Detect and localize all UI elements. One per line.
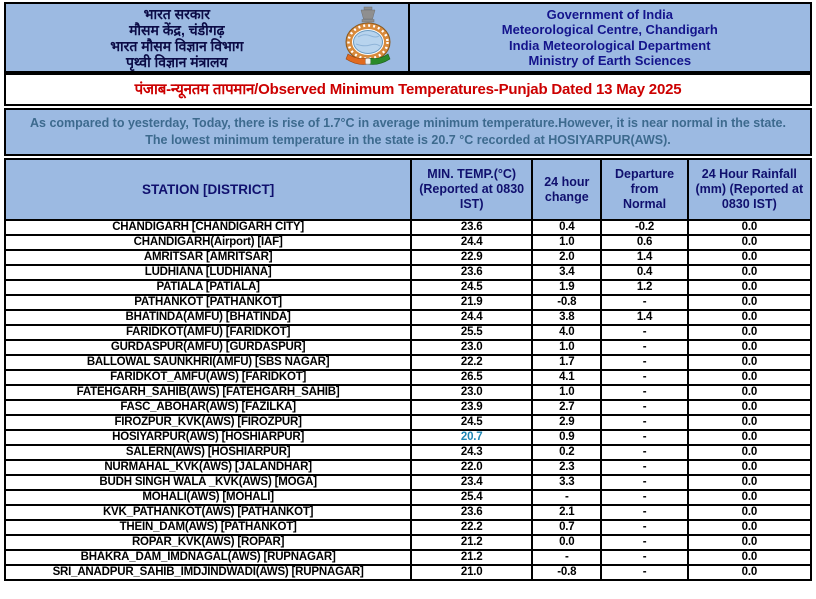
summary-box (4, 108, 812, 156)
table-row (5, 550, 811, 565)
cell-change: 2.7 (532, 400, 601, 415)
cell-departure: - (601, 340, 687, 355)
cell-departure: - (601, 400, 687, 415)
cell-rainfall: 0.0 (688, 505, 811, 520)
cell-rainfall: 0.0 (688, 220, 811, 235)
cell-change: 1.0 (532, 235, 601, 250)
cell-station: SRI_ANADPUR_SAHIB_IMDJINDWADI(AWS) [RUPNAGAR] (5, 565, 411, 580)
header-left-line: भारत सरकार (143, 5, 210, 22)
cell-rainfall: 0.0 (688, 325, 811, 340)
table-row (5, 265, 811, 280)
header-right-line: Meteorological Centre, Chandigarh (501, 22, 718, 37)
cell-station: GURDASPUR(AMFU) [GURDASPUR] (5, 340, 411, 355)
cell-rainfall: 0.0 (688, 265, 811, 280)
cell-change: 2.9 (532, 415, 601, 430)
table-row (5, 565, 811, 580)
cell-station: LUDHIANA [LUDHIANA] (5, 265, 411, 280)
table-row (5, 220, 811, 235)
cell-change: 0.9 (532, 430, 601, 445)
cell-rainfall: 0.0 (688, 340, 811, 355)
table-row (5, 310, 811, 325)
header-left-lines (110, 6, 243, 70)
cell-departure: - (601, 505, 687, 520)
cell-departure: 0.6 (601, 235, 687, 250)
cell-departure: - (601, 460, 687, 475)
cell-min-temp: 23.4 (411, 475, 532, 490)
table-row (5, 235, 811, 250)
header-left-line: भारत मौसम विज्ञान विभाग (110, 37, 244, 54)
cell-min-temp: 21.9 (411, 295, 532, 310)
cell-min-temp: 22.2 (411, 520, 532, 535)
cell-rainfall: 0.0 (688, 490, 811, 505)
cell-rainfall: 0.0 (688, 415, 811, 430)
cell-min-temp: 23.9 (411, 400, 532, 415)
cell-station: BHAKRA_DAM_IMDNAGAL(AWS) [RUPNAGAR] (5, 550, 411, 565)
cell-departure: - (601, 295, 687, 310)
cell-departure: - (601, 445, 687, 460)
table-row (5, 430, 811, 445)
cell-min-temp: 22.2 (411, 355, 532, 370)
cell-rainfall: 0.0 (688, 355, 811, 370)
cell-rainfall: 0.0 (688, 385, 811, 400)
table-body (5, 220, 811, 580)
cell-station: THEIN_DAM(AWS) [PATHANKOT] (5, 520, 411, 535)
cell-station: CHANDIGARH [CHANDIGARH CITY] (5, 220, 411, 235)
cell-rainfall: 0.0 (688, 235, 811, 250)
cell-change: 2.0 (532, 250, 601, 265)
cell-change: 1.0 (532, 385, 601, 400)
col-header-24h-change: 24 hour change (532, 159, 601, 220)
cell-departure: - (601, 550, 687, 565)
col-header-departure: Departure from Normal (601, 159, 687, 220)
table-row (5, 475, 811, 490)
cell-change: - (532, 550, 601, 565)
cell-min-temp: 20.7 (411, 430, 532, 445)
cell-min-temp: 24.4 (411, 310, 532, 325)
cell-station: NURMAHAL_KVK(AWS) [JALANDHAR] (5, 460, 411, 475)
cell-station: BALLOWAL SAUNKHRI(AMFU) [SBS NAGAR] (5, 355, 411, 370)
cell-min-temp: 22.0 (411, 460, 532, 475)
cell-station: FARIDKOT_AMFU(AWS) [FARIDKOT] (5, 370, 411, 385)
cell-station: MOHALI(AWS) [MOHALI] (5, 490, 411, 505)
table-row (5, 325, 811, 340)
cell-min-temp: 24.3 (411, 445, 532, 460)
cell-change: -0.8 (532, 295, 601, 310)
cell-rainfall: 0.0 (688, 370, 811, 385)
cell-station: BUDH SINGH WALA _KVK(AWS) [MOGA] (5, 475, 411, 490)
header-right-line: Government of India (546, 6, 673, 22)
cell-departure: - (601, 565, 687, 580)
cell-min-temp: 24.5 (411, 415, 532, 430)
table-row (5, 490, 811, 505)
cell-station: SALERN(AWS) [HOSHIARPUR] (5, 445, 411, 460)
table-row (5, 295, 811, 310)
cell-change: 3.4 (532, 265, 601, 280)
cell-min-temp: 24.5 (411, 280, 532, 295)
cell-station: BHATINDA(AMFU) [BHATINDA] (5, 310, 411, 325)
cell-departure: - (601, 490, 687, 505)
cell-station: KVK_PATHANKOT(AWS) [PATHANKOT] (5, 505, 411, 520)
cell-min-temp: 23.6 (411, 220, 532, 235)
cell-station: FATEHGARH_SAHIB(AWS) [FATEHGARH_SAHIB] (5, 385, 411, 400)
cell-departure: 1.2 (601, 280, 687, 295)
cell-change: 1.9 (532, 280, 601, 295)
cell-rainfall: 0.0 (688, 430, 811, 445)
cell-rainfall: 0.0 (688, 445, 811, 460)
cell-min-temp: 23.0 (411, 385, 532, 400)
cell-min-temp: 25.4 (411, 490, 532, 505)
cell-station: PATIALA [PATIALA] (5, 280, 411, 295)
cell-min-temp: 22.9 (411, 250, 532, 265)
cell-change: 0.7 (532, 520, 601, 535)
cell-departure: - (601, 415, 687, 430)
cell-rainfall: 0.0 (688, 565, 811, 580)
cell-departure: - (601, 535, 687, 550)
cell-min-temp: 26.5 (411, 370, 532, 385)
header-left-line: मौसम केंद्र, चंडीगढ़ (129, 21, 225, 38)
table-row (5, 400, 811, 415)
cell-change: 3.8 (532, 310, 601, 325)
table-row (5, 505, 811, 520)
cell-station: AMRITSAR [AMRITSAR] (5, 250, 411, 265)
cell-min-temp: 23.0 (411, 340, 532, 355)
table-row (5, 340, 811, 355)
table-row (5, 385, 811, 400)
cell-rainfall: 0.0 (688, 550, 811, 565)
cell-min-temp: 21.2 (411, 550, 532, 565)
header-right-line: Ministry of Earth Sciences (528, 53, 692, 68)
cell-change: 1.7 (532, 355, 601, 370)
cell-min-temp: 21.0 (411, 565, 532, 580)
table-row (5, 535, 811, 550)
table-row (5, 415, 811, 430)
cell-change: 0.4 (532, 220, 601, 235)
cell-departure: - (601, 385, 687, 400)
cell-departure: - (601, 475, 687, 490)
cell-rainfall: 0.0 (688, 310, 811, 325)
cell-departure: - (601, 370, 687, 385)
cell-station: CHANDIGARH(Airport) [IAF] (5, 235, 411, 250)
cell-rainfall: 0.0 (688, 460, 811, 475)
cell-departure: -0.2 (601, 220, 687, 235)
cell-station: FASC_ABOHAR(AWS) [FAZILKA] (5, 400, 411, 415)
cell-min-temp: 23.6 (411, 265, 532, 280)
cell-rainfall: 0.0 (688, 280, 811, 295)
cell-departure: 1.4 (601, 310, 687, 325)
table-row (5, 280, 811, 295)
cell-change: 3.3 (532, 475, 601, 490)
cell-station: FIROZPUR_KVK(AWS) [FIROZPUR] (5, 415, 411, 430)
header-right-lines (410, 4, 810, 71)
header-left-line: पृथ्वी विज्ञान मंत्रालय (125, 53, 228, 70)
cell-departure: - (601, 325, 687, 340)
cell-min-temp: 21.2 (411, 535, 532, 550)
table-header-row (5, 159, 811, 220)
cell-change: 0.0 (532, 535, 601, 550)
cell-rainfall: 0.0 (688, 250, 811, 265)
summary-line-1: As compared to yesterday, Today, there is rise of 1.7°C in average minimum temperature.However, it is near normal in the state. (30, 116, 786, 130)
masthead (4, 2, 812, 73)
cell-change: 4.0 (532, 325, 601, 340)
cell-change: 1.0 (532, 340, 601, 355)
cell-departure: - (601, 520, 687, 535)
bulletin-title: पंजाब-न्यूनतम तापमान/Observed Minimum Temperatures-Punjab Dated 13 May 2025 (4, 73, 812, 106)
cell-station: PATHANKOT [PATHANKOT] (5, 295, 411, 310)
cell-rainfall: 0.0 (688, 295, 811, 310)
cell-min-temp: 23.6 (411, 505, 532, 520)
table-row (5, 460, 811, 475)
table-row (5, 355, 811, 370)
cell-departure: 0.4 (601, 265, 687, 280)
cell-change: 2.1 (532, 505, 601, 520)
cell-departure: - (601, 355, 687, 370)
header-right-line: India Meteorological Department (509, 37, 711, 53)
cell-change: -0.8 (532, 565, 601, 580)
table-row (5, 250, 811, 265)
table-row (5, 520, 811, 535)
cell-rainfall: 0.0 (688, 535, 811, 550)
cell-change: - (532, 490, 601, 505)
table-row (5, 445, 811, 460)
cell-rainfall: 0.0 (688, 400, 811, 415)
summary-line-2: The lowest minimum temperature in the state is 20.7 °C recorded at HOSIYARPUR(AWS). (145, 133, 671, 147)
cell-rainfall: 0.0 (688, 520, 811, 535)
cell-station: ROPAR_KVK(AWS) [ROPAR] (5, 535, 411, 550)
cell-station: HOSIYARPUR(AWS) [HOSHIARPUR] (5, 430, 411, 445)
cell-min-temp: 25.5 (411, 325, 532, 340)
imd-emblem-icon (336, 6, 400, 75)
cell-change: 4.1 (532, 370, 601, 385)
temperature-table (4, 158, 812, 581)
col-header-rainfall: 24 Hour Rainfall (mm) (Reported at 0830 IST) (688, 159, 811, 220)
cell-departure: 1.4 (601, 250, 687, 265)
col-header-min-temp: MIN. TEMP.(°C) (Reported at 0830 IST) (411, 159, 532, 220)
cell-min-temp: 24.4 (411, 235, 532, 250)
masthead-left (6, 4, 410, 71)
cell-station: FARIDKOT(AMFU) [FARIDKOT] (5, 325, 411, 340)
cell-change: 0.2 (532, 445, 601, 460)
cell-rainfall: 0.0 (688, 475, 811, 490)
cell-change: 2.3 (532, 460, 601, 475)
col-header-station: STATION [DISTRICT] (5, 159, 411, 220)
cell-departure: - (601, 430, 687, 445)
table-row (5, 370, 811, 385)
